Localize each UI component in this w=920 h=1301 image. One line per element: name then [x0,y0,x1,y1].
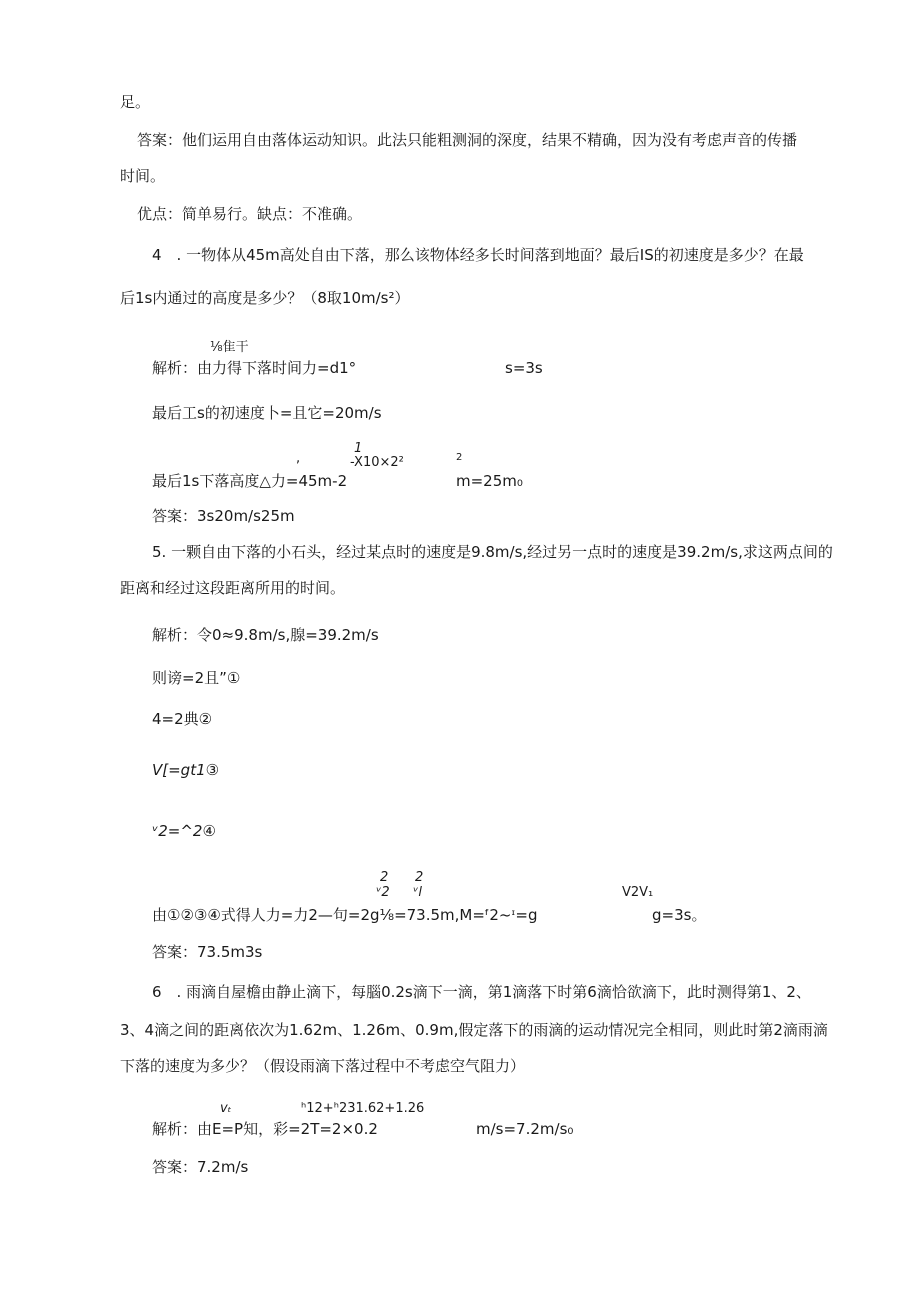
q6-question-line1: 6 . 雨滴自屋檐由静止滴下，每腦0.2s滴下一滴，第1滴落下时第6滴恰欲滴下，此时测得第1、2、 [152,983,811,1001]
q6-question-line2: 3、4滴之间的距离依次为1.62m、1.26m、0.9m,假定落下的雨滴的运动情况完全相同，则此时第2滴雨滴 [120,1021,828,1039]
q5-answer: 答案：73.5m3s [152,943,263,961]
q5-solution-line4: V[=gt1③ [152,761,220,779]
q4-solution-fraction: ⅛隹干 [210,340,249,355]
q6-solution-line1-result: m∕s=7.2m∕s₀ [476,1120,574,1138]
q4-solution-line1: 解析：由力得下落时间力=d1° [152,359,357,377]
q4-superscript-1: 1 [354,441,363,456]
q6-answer: 答案：7.2m/s [152,1158,249,1176]
q5-solution-line6-result: g=3s。 [652,906,707,924]
q4-question-line1: 4 . 一物体从45m高处自由下落，那么该物体经多长时间落到地面？最后IS的初速度是多少？在最 [152,246,804,264]
q4-solution-line1-result: s=3s [505,359,543,377]
q5-superscript-e: V2V₁ [622,885,654,900]
q5-solution-line3: 4=2典② [152,710,213,728]
q5-superscript-c: ᵛ2 [376,885,390,900]
q6-superscript-vt: vₜ [220,1101,232,1116]
q5-solution-line1: 解析：令0≈9.8m∕s,腺=39.2m/s [152,626,379,644]
q5-question-line1: 5. 一颗自由下落的小石头，经过某点时的速度是9.8m/s,经过另一点时的速度是39.2m/s,求这两点间的 [152,543,833,561]
q4-superscript-2: 2 [456,452,463,463]
q5-question-line2: 距离和经过这段距离所用的时间。 [120,579,346,597]
q4-solution-line3-result: m=25m₀ [456,472,523,490]
q5-superscript-a: 2 [380,870,389,885]
q3-answer-line1: 答案：他们运用自由落体运动知识。此法只能粗测洞的深度，结果不精确，因为没有考虑声音的传播 [137,131,798,149]
q4-superscript-comma: , [296,451,301,466]
q5-solution-line5: ᵛ2=^2④ [152,822,216,840]
q4-solution-line3: 最后1s下落高度△力=45m-2 [152,472,348,490]
q5-solution-line2: 则谤=2且”① [152,669,241,687]
q5-solution-line6: 由①②③④式得人力=力2—句=2g⅛=73.5m,M=ᶠ2~ᶦ=g [152,906,538,924]
q6-solution-line1: 解析：由E=P知，彩=2T=2×0.2 [152,1120,378,1138]
q5-superscript-b: 2 [415,870,424,885]
q6-superscript-h: ʰ12+ʰ231.62+1.26 [301,1101,425,1116]
q3-pros-cons: 优点：简单易行。缺点：不准确。 [137,205,363,223]
q4-question-line2: 后1s内通过的高度是多少？（8取10m∕s²） [120,289,410,307]
q4-superscript-expression: -X10×2² [350,455,404,470]
q4-solution-line2: 最后工s的初速度卜=且它=20m/s [152,404,382,422]
q3-tail: 足。 [120,93,151,111]
q4-answer: 答案：3s20m/s25m [152,507,295,525]
q6-question-line3: 下落的速度为多少？（假设雨滴下落过程中不考虑空气阻力） [120,1057,526,1075]
q3-answer-line2: 时间。 [120,167,166,185]
q5-superscript-d: ᵛl [413,885,423,900]
